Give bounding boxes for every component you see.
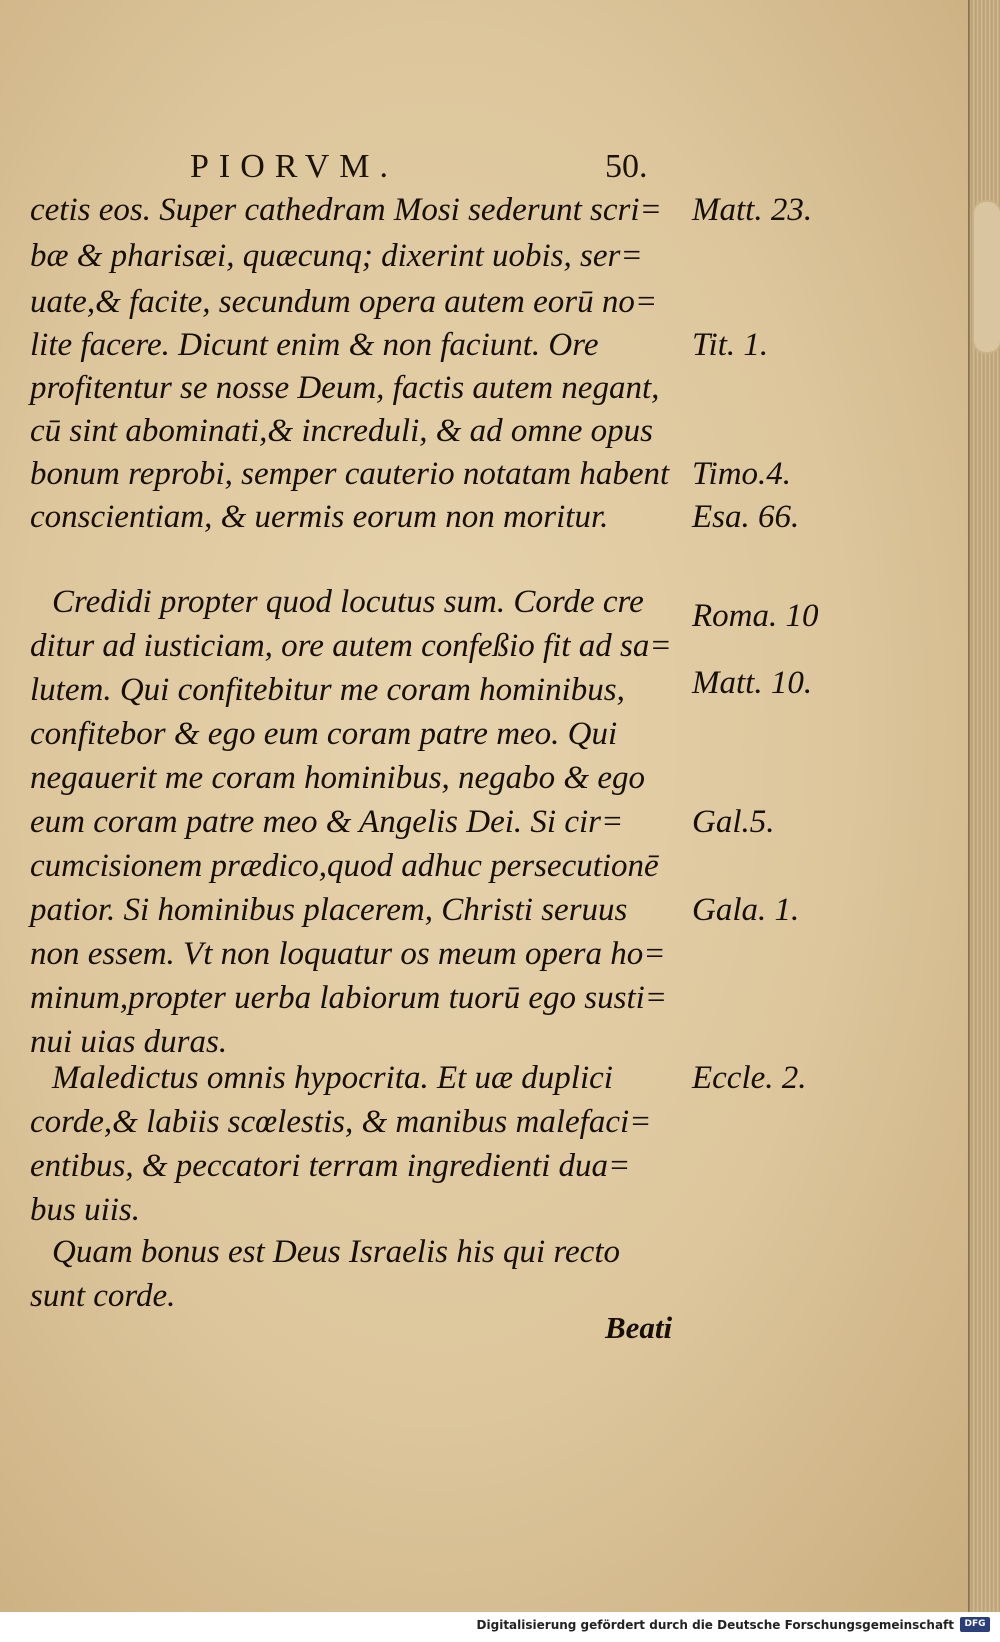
text-line: conscientiam, & uermis eorum non moritur.: [30, 499, 609, 535]
page-tab-mark: [972, 200, 1000, 354]
digitization-credit: Digitalisierung gefördert durch die Deutsche Forschungsgemeinschaft: [476, 1618, 954, 1632]
text-line: Quam bonus est Deus Israelis his qui recto: [52, 1234, 620, 1270]
text-line: bus uiis.: [30, 1192, 141, 1228]
text-line: confitebor & ego eum coram patre meo. Qui: [30, 716, 618, 752]
text-line: cetis eos. Super cathedram Mosi sederunt scri=: [30, 192, 662, 228]
text-line: nui uias duras.: [30, 1024, 228, 1060]
text-line: non essem. Vt non loquatur os meum opera ho=: [30, 936, 666, 972]
text-line: profitentur se nosse Deum, factis autem negant,: [30, 370, 660, 406]
page-number: 50.: [605, 148, 648, 185]
margin-reference: Roma. 10: [692, 598, 819, 634]
text-line: eum coram patre meo & Angelis Dei. Si cir=: [30, 804, 624, 840]
margin-reference: Matt. 23.: [692, 192, 813, 228]
text-line: bonum reprobi, semper cauterio notatam habent: [30, 456, 670, 492]
text-line: negauerit me coram hominibus, negabo & ego: [30, 760, 645, 796]
text-line: sunt corde.: [30, 1278, 176, 1314]
text-line: Maledictus omnis hypocrita. Et uæ duplici: [52, 1060, 613, 1096]
catchword: Beati: [605, 1310, 673, 1345]
text-line: patior. Si hominibus placerem, Christi seruus: [30, 892, 628, 928]
dfg-logo: DFG: [960, 1617, 990, 1632]
running-header: PIORVM.: [190, 148, 399, 185]
margin-reference: Matt. 10.: [692, 665, 813, 701]
text-line: entibus, & peccatori terram ingredienti dua=: [30, 1148, 631, 1184]
margin-reference: Timo.4.: [692, 456, 792, 492]
text-line: uate,& facite, secundum opera autem eorū no=: [30, 284, 658, 320]
text-line: cumcisionem prædico,quod adhuc persecutionē: [30, 848, 659, 884]
text-line: lite facere. Dicunt enim & non faciunt. Ore: [30, 327, 599, 363]
margin-reference: Esa. 66.: [692, 499, 800, 535]
margin-reference: Eccle. 2.: [692, 1060, 807, 1096]
margin-reference: Tit. 1.: [692, 327, 769, 363]
text-line: Credidi propter quod locutus sum. Corde cre: [52, 584, 644, 620]
text-line: bæ & pharisæi, quæcunq; dixerint uobis, ser=: [30, 238, 643, 274]
text-line: ditur ad iusticiam, ore autem confeßio fit ad sa=: [30, 628, 672, 664]
margin-reference: Gala. 1.: [692, 892, 800, 928]
text-line: corde,& labiis scœlestis, & manibus malefaci=: [30, 1104, 652, 1140]
text-line: minum,propter uerba labiorum tuorū ego susti=: [30, 980, 668, 1016]
margin-reference: Gal.5.: [692, 804, 775, 840]
text-line: cū sint abominati,& increduli, & ad omne opus: [30, 413, 653, 449]
text-line: lutem. Qui confitebitur me coram hominibus,: [30, 672, 625, 708]
